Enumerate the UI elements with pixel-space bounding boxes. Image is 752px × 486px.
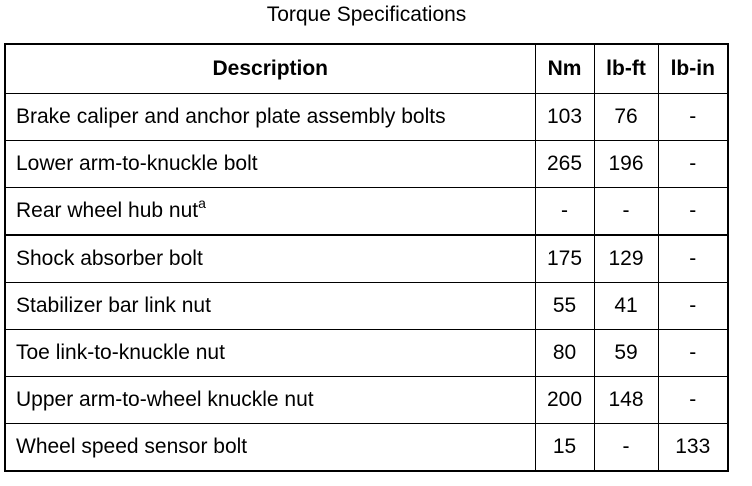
- lb-in-cell: -: [658, 235, 728, 283]
- lb-ft-cell: -: [594, 188, 658, 236]
- table-row: [5, 283, 728, 330]
- lb-in-cell: -: [658, 94, 728, 141]
- table-row: [5, 188, 728, 236]
- column-header-lb-in: lb-in: [658, 44, 728, 94]
- description-cell: [5, 94, 535, 141]
- description-text: Wheel speed sensor bolt: [16, 435, 248, 458]
- page-title: Torque Specifications: [266, 3, 467, 26]
- nm-cell: 55: [535, 283, 594, 330]
- description-cell: [5, 330, 535, 377]
- nm-cell: 175: [535, 235, 594, 283]
- column-header-nm: Nm: [535, 44, 594, 94]
- description-text: Shock absorber bolt: [16, 247, 203, 270]
- nm-cell: -: [535, 188, 594, 236]
- lb-in-cell: -: [658, 141, 728, 188]
- lb-ft-cell: 196: [594, 141, 658, 188]
- table-row: [5, 141, 728, 188]
- nm-cell: 265: [535, 141, 594, 188]
- description-text: Brake caliper and anchor plate assembly bolts: [16, 105, 446, 128]
- table-header-row: [5, 44, 728, 94]
- table-row: [5, 424, 728, 472]
- description-text: Upper arm-to-wheel knuckle nut: [16, 388, 314, 411]
- lb-ft-cell: 148: [594, 377, 658, 424]
- description-cell: [5, 188, 535, 236]
- column-header-description: Description: [5, 44, 535, 94]
- description-text: Rear wheel hub nut: [16, 199, 199, 222]
- torque-specifications-table: [4, 43, 729, 472]
- description-text: Toe link-to-knuckle nut: [16, 341, 225, 364]
- description-cell: [5, 377, 535, 424]
- lb-in-cell: -: [658, 377, 728, 424]
- nm-cell: 200: [535, 377, 594, 424]
- lb-ft-cell: 59: [594, 330, 658, 377]
- lb-in-cell: -: [658, 188, 728, 236]
- description-cell: [5, 141, 535, 188]
- column-header-lb-ft: lb-ft: [594, 44, 658, 94]
- lb-in-cell: -: [658, 330, 728, 377]
- table-row: [5, 235, 728, 283]
- description-text: Lower arm-to-knuckle bolt: [16, 152, 258, 175]
- lb-ft-cell: 129: [594, 235, 658, 283]
- nm-cell: 103: [535, 94, 594, 141]
- lb-ft-cell: 76: [594, 94, 658, 141]
- lb-in-cell: 133: [658, 424, 728, 472]
- table-row: [5, 377, 728, 424]
- description-cell: [5, 283, 535, 330]
- lb-ft-cell: -: [594, 424, 658, 472]
- lb-ft-cell: 41: [594, 283, 658, 330]
- description-cell: [5, 424, 535, 472]
- lb-in-cell: -: [658, 283, 728, 330]
- nm-cell: 80: [535, 330, 594, 377]
- table-row: [5, 94, 728, 141]
- footnote-marker: a: [198, 195, 206, 211]
- nm-cell: 15: [535, 424, 594, 472]
- description-cell: [5, 235, 535, 283]
- table-row: [5, 330, 728, 377]
- description-text: Stabilizer bar link nut: [16, 294, 211, 317]
